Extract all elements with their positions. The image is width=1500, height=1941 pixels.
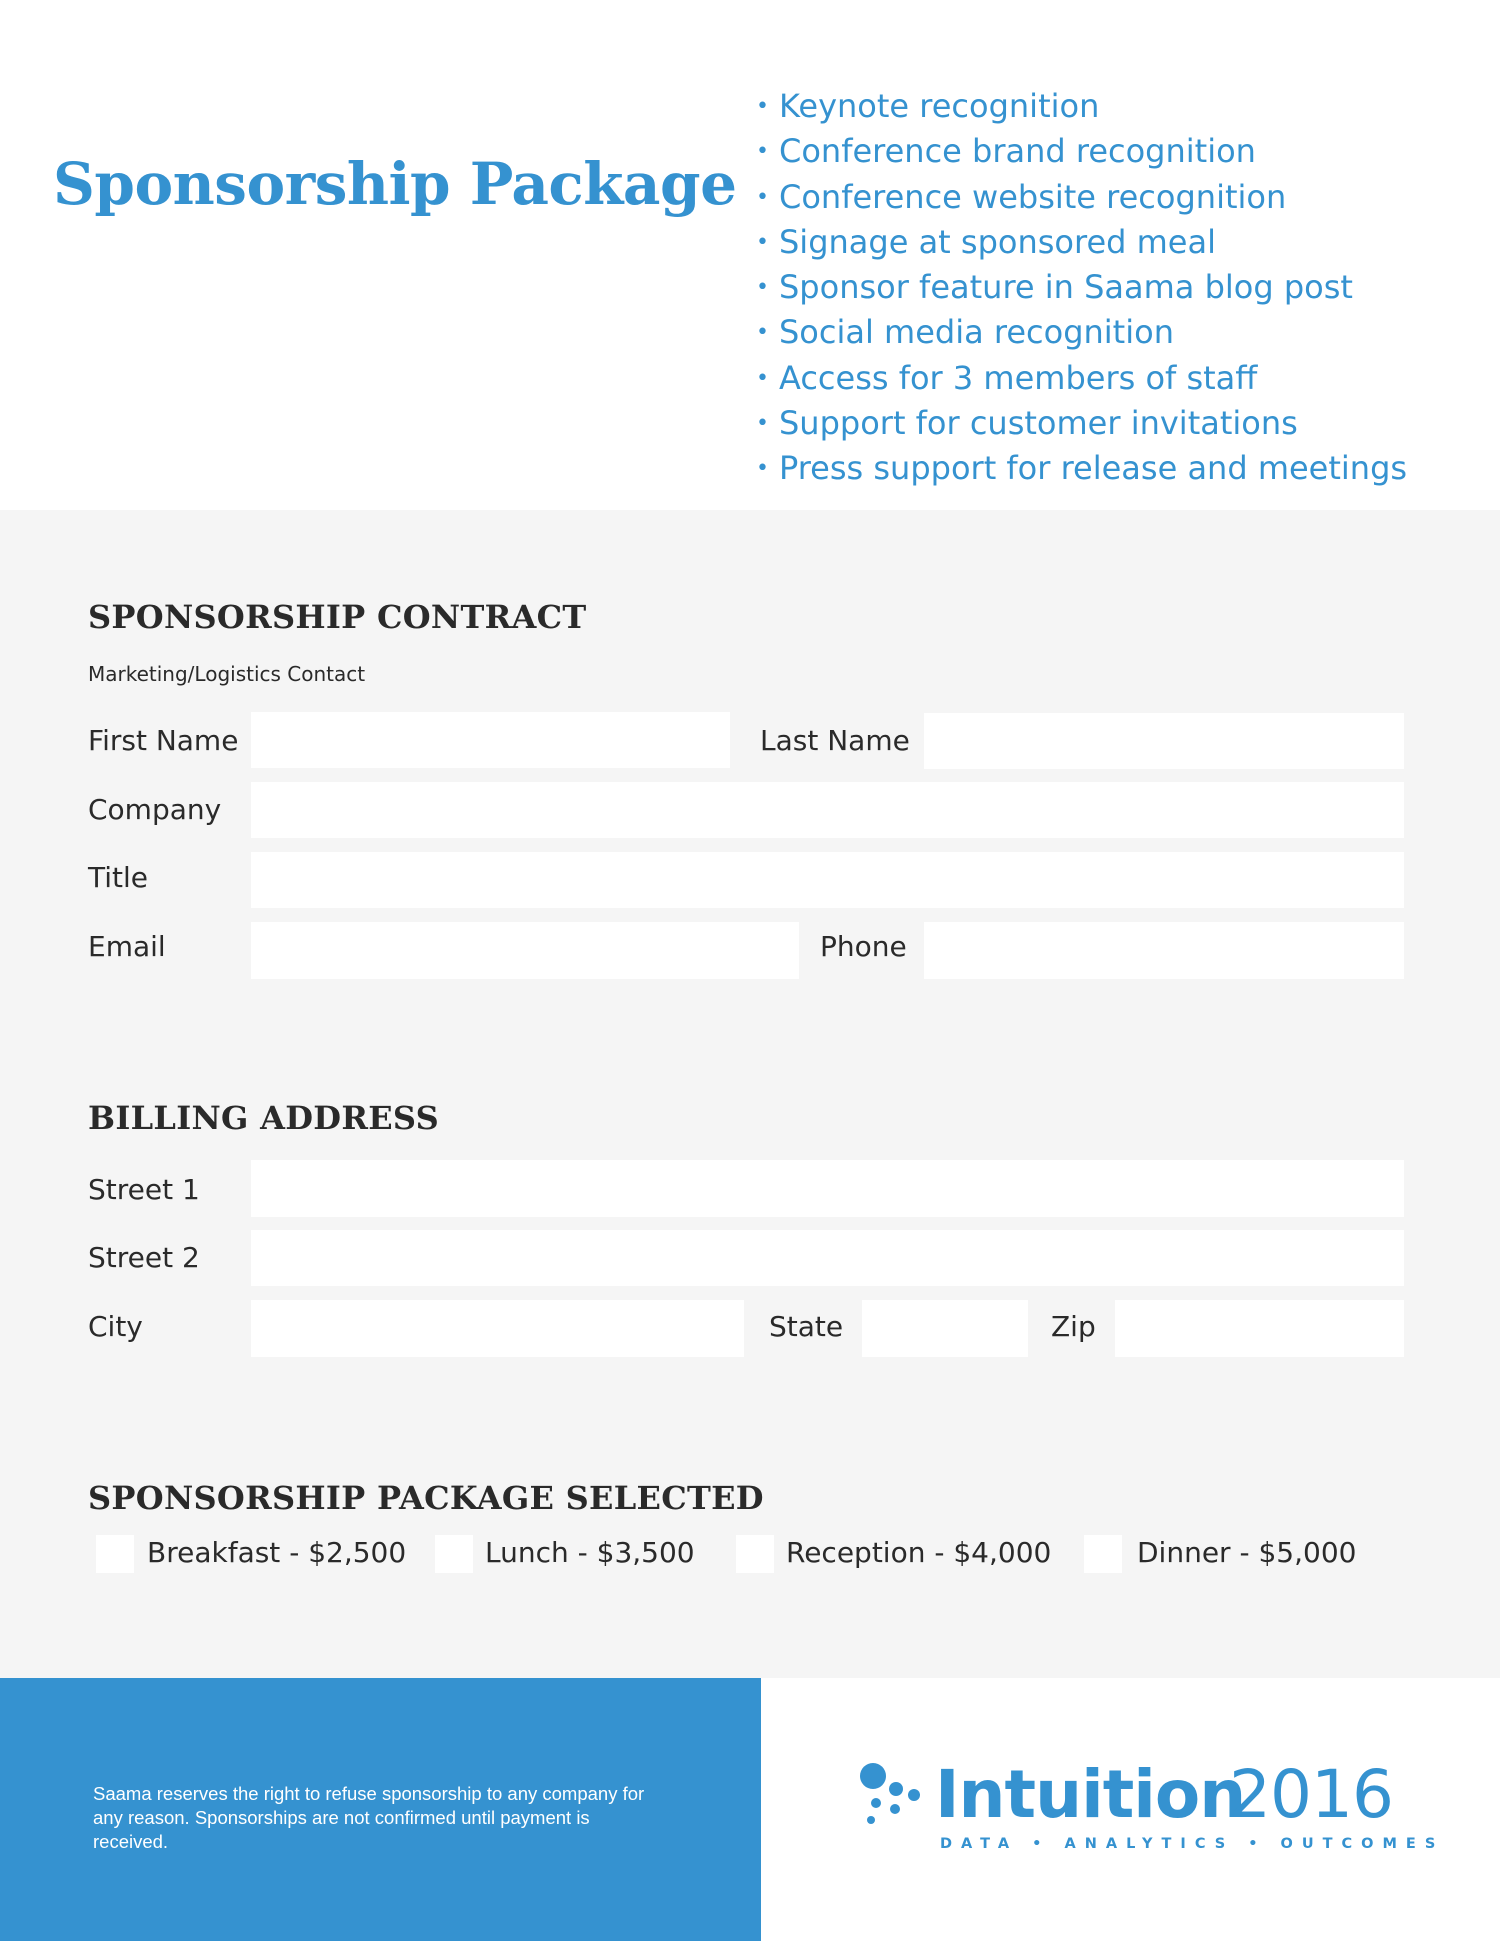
benefit-item bbox=[756, 222, 1407, 267]
bullet-icon: • bbox=[756, 139, 769, 165]
benefit-text: Conference website recognition bbox=[778, 177, 1287, 216]
dinner-checkbox[interactable] bbox=[1084, 1535, 1122, 1573]
benefit-item bbox=[756, 131, 1407, 176]
bullet-icon: • bbox=[756, 411, 769, 437]
first-name-label: First Name bbox=[88, 724, 239, 757]
benefits-list bbox=[756, 86, 1407, 494]
benefit-text: Sponsor feature in Saama blog post bbox=[778, 268, 1353, 307]
city-field[interactable] bbox=[251, 1300, 744, 1357]
last-name-field[interactable] bbox=[924, 713, 1404, 769]
benefit-text: Social media recognition bbox=[778, 313, 1174, 352]
phone-field[interactable] bbox=[924, 922, 1404, 979]
company-label: Company bbox=[88, 793, 222, 826]
logo-year: 2016 bbox=[1229, 1756, 1393, 1833]
bullet-icon: • bbox=[756, 229, 769, 255]
state-label: State bbox=[769, 1310, 844, 1343]
state-field[interactable] bbox=[862, 1300, 1028, 1357]
street1-field[interactable] bbox=[251, 1160, 1404, 1217]
city-label: City bbox=[88, 1310, 143, 1343]
bullet-icon: • bbox=[756, 320, 769, 346]
benefit-item bbox=[756, 312, 1407, 357]
package-heading: SPONSORSHIP PACKAGE SELECTED bbox=[88, 1479, 764, 1517]
benefit-text: Conference brand recognition bbox=[778, 132, 1256, 171]
contract-heading: SPONSORSHIP CONTRACT bbox=[88, 598, 587, 636]
breakfast-option-label: Breakfast - $2,500 bbox=[147, 1536, 407, 1569]
benefit-item bbox=[756, 177, 1407, 222]
bullet-icon: • bbox=[756, 184, 769, 210]
benefit-item bbox=[756, 267, 1407, 312]
title-field[interactable] bbox=[251, 852, 1404, 908]
reception-checkbox[interactable] bbox=[736, 1535, 774, 1573]
lunch-option-label: Lunch - $3,500 bbox=[485, 1536, 695, 1569]
street2-field[interactable] bbox=[251, 1230, 1404, 1286]
benefit-item bbox=[756, 448, 1407, 493]
title-label: Title bbox=[88, 861, 149, 894]
benefit-text: Support for customer invitations bbox=[778, 404, 1298, 443]
contract-subheading: Marketing/Logistics Contact bbox=[88, 662, 366, 686]
benefit-item bbox=[756, 86, 1407, 131]
last-name-label: Last Name bbox=[760, 724, 910, 757]
zip-label: Zip bbox=[1051, 1310, 1096, 1343]
billing-heading: BILLING ADDRESS bbox=[88, 1099, 440, 1137]
bullet-icon: • bbox=[756, 365, 769, 391]
intuition-dots-icon bbox=[855, 1760, 925, 1830]
benefit-item bbox=[756, 403, 1407, 448]
benefit-text: Press support for release and meetings bbox=[778, 449, 1408, 488]
phone-label: Phone bbox=[820, 930, 907, 963]
benefit-text: Signage at sponsored meal bbox=[778, 222, 1216, 261]
page-title: Sponsorship Package bbox=[53, 150, 737, 218]
benefit-item bbox=[756, 358, 1407, 403]
breakfast-checkbox[interactable] bbox=[96, 1535, 134, 1573]
dinner-option-label: Dinner - $5,000 bbox=[1137, 1536, 1357, 1569]
bullet-icon: • bbox=[756, 275, 769, 301]
street2-label: Street 2 bbox=[88, 1241, 200, 1274]
bullet-icon: • bbox=[756, 456, 769, 482]
logo-wordmark: Intuition bbox=[935, 1756, 1246, 1833]
email-label: Email bbox=[88, 930, 166, 963]
lunch-checkbox[interactable] bbox=[435, 1535, 473, 1573]
reception-option-label: Reception - $4,000 bbox=[786, 1536, 1052, 1569]
company-field[interactable] bbox=[251, 782, 1404, 838]
street1-label: Street 1 bbox=[88, 1173, 200, 1206]
bullet-icon: • bbox=[756, 94, 769, 119]
logo-tagline: DATA • ANALYTICS • OUTCOMES bbox=[940, 1836, 1445, 1852]
benefit-text: Keynote recognition bbox=[778, 87, 1100, 125]
benefit-text: Access for 3 members of staff bbox=[778, 358, 1258, 397]
zip-field[interactable] bbox=[1115, 1300, 1404, 1357]
first-name-field[interactable] bbox=[251, 712, 730, 768]
email-field[interactable] bbox=[251, 922, 799, 979]
disclaimer-text: Saama reserves the right to refuse sponsorship to any company for any reason. Sponsorships are not confirmed until payment is received. bbox=[93, 1783, 645, 1852]
